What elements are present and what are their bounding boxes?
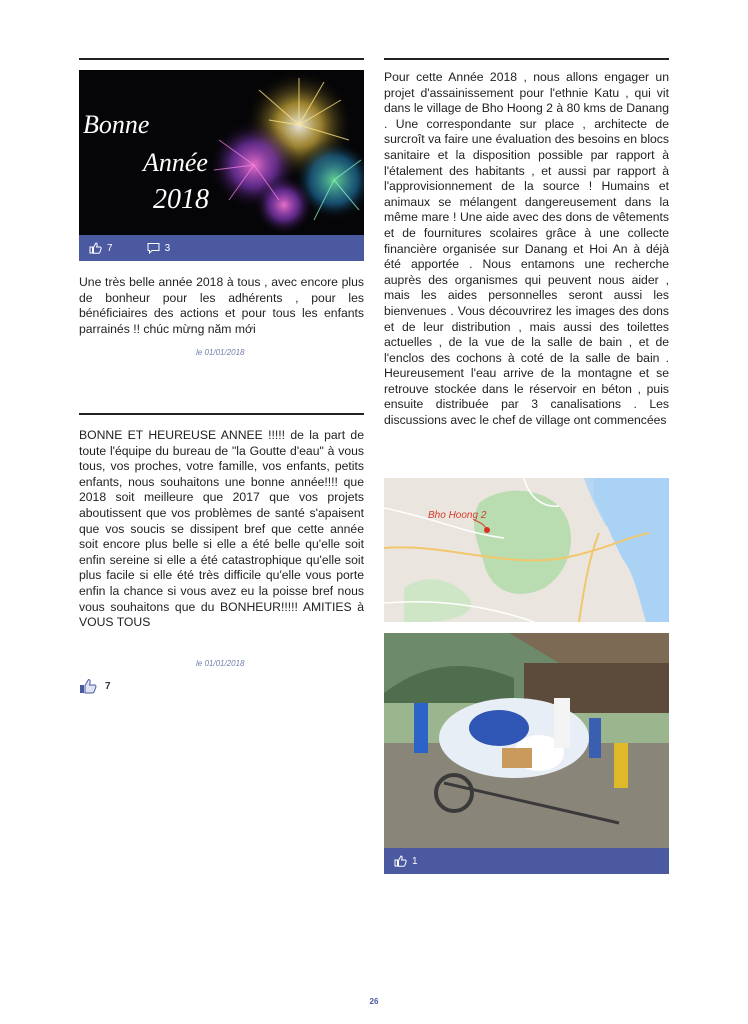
post1-body-text: Une très belle année 2018 à tous , avec encore plus de bonheur pour les adhérents , pour les bénéficiaires des actions et pour tous les enfants parrainés !! chúc mừng năm mới <box>79 275 364 336</box>
post1-comment-count: 3 <box>164 242 171 254</box>
photo-like-button[interactable] <box>394 855 418 867</box>
map-village-label: Bho Hoong 2 <box>428 510 487 521</box>
thumbs-up-icon <box>89 242 102 254</box>
greeting-line-2: Année <box>143 148 208 177</box>
project-description-text: Pour cette Année 2018 , nous allons engager un projet d'assainissement pour l'ethnie Katu , qui vit dans le village de Bho Hoong 2 à 80 kms de Danang . Une correspondante sur place , architecte de surcroît va faire une évaluation des besoins en blocs sanitaire et la disposition possible par rapport à l'étalement des habitants , et aussi par rapport à l'approvisionnement de la source ! Humains et animaux se mélangent dangereusement dans la même mare ! Une aide avec des dons de vêtements et de fournitures scolaires grâce à une collecte financière organisée sur Danang et Hoi An à déjà été apportée . Nous entamons une recherche auprès des organismes qui peuvent nous aider , mais les aides personnelles seront aussi les bienvenues . Vous découvrirez les images des dons et de leur distribution , mais aussi des toilettes actuelles , de la vue de la salle de bain , et de l'enclos des cochons à coté de la salle de bain . Heureusement l'eau arrive de la montagne et se retrouve stockée dans le réservoir en béton , puis ensuite distribuée par 3 canalisations . Les discussions avec le chef de village ont commencées <box>384 70 669 428</box>
greeting-line-1: Bonne <box>83 110 150 139</box>
post1-reaction-bar <box>79 235 364 261</box>
post1-date: le 01/01/2018 <box>196 348 245 357</box>
village-map-image[interactable] <box>384 478 669 622</box>
fireworks-illustration <box>79 70 364 235</box>
donations-cart-photo[interactable] <box>384 633 669 848</box>
post2-like-count: 7 <box>105 680 111 692</box>
right-top-rule <box>384 58 669 60</box>
photo-like-count: 1 <box>412 855 418 867</box>
left-top-rule <box>79 58 364 60</box>
post2-body-text: BONNE ET HEUREUSE ANNEE !!!!! de la part de toute l'équipe du bureau de "la Goutte d'eau" à vous tous, vos proches, votre famille, vos enfants, petits enfants, nous souhaitons une bonne année!!!! que 2018 soit meilleure que 2017 que vos projets aboutissent que vos problèmes de santé s'apaisent que vos soucis se dissipent bref que cette année soit encore plus belle si elle a été belle qu'elle soit enfin sereine si elle a été catastrophique qu'elle soit plus facile si elle été très difficile qu'elle vous porte enfin la chance si vous avez eu la poisse bref nous vous souhaitons que du BONHEUR!!!!! AMITIES à VOUS TOUS <box>79 428 364 630</box>
bonne-annee-image[interactable] <box>79 70 364 235</box>
comment-button[interactable] <box>147 242 171 254</box>
left-middle-rule <box>79 413 364 415</box>
thumbs-up-icon <box>394 855 407 867</box>
post2-date: le 01/01/2018 <box>196 659 245 668</box>
post2-like-button[interactable] <box>79 678 111 694</box>
comment-icon <box>147 242 160 254</box>
like-button[interactable] <box>89 242 113 254</box>
post1-like-count: 7 <box>107 242 113 254</box>
photo-reaction-bar <box>384 848 669 874</box>
map-illustration <box>384 478 669 622</box>
page-number: 26 <box>369 997 379 1006</box>
thumbs-up-icon <box>79 678 97 694</box>
greeting-line-3: 2018 <box>153 184 209 215</box>
village-photo-illustration <box>384 633 669 848</box>
